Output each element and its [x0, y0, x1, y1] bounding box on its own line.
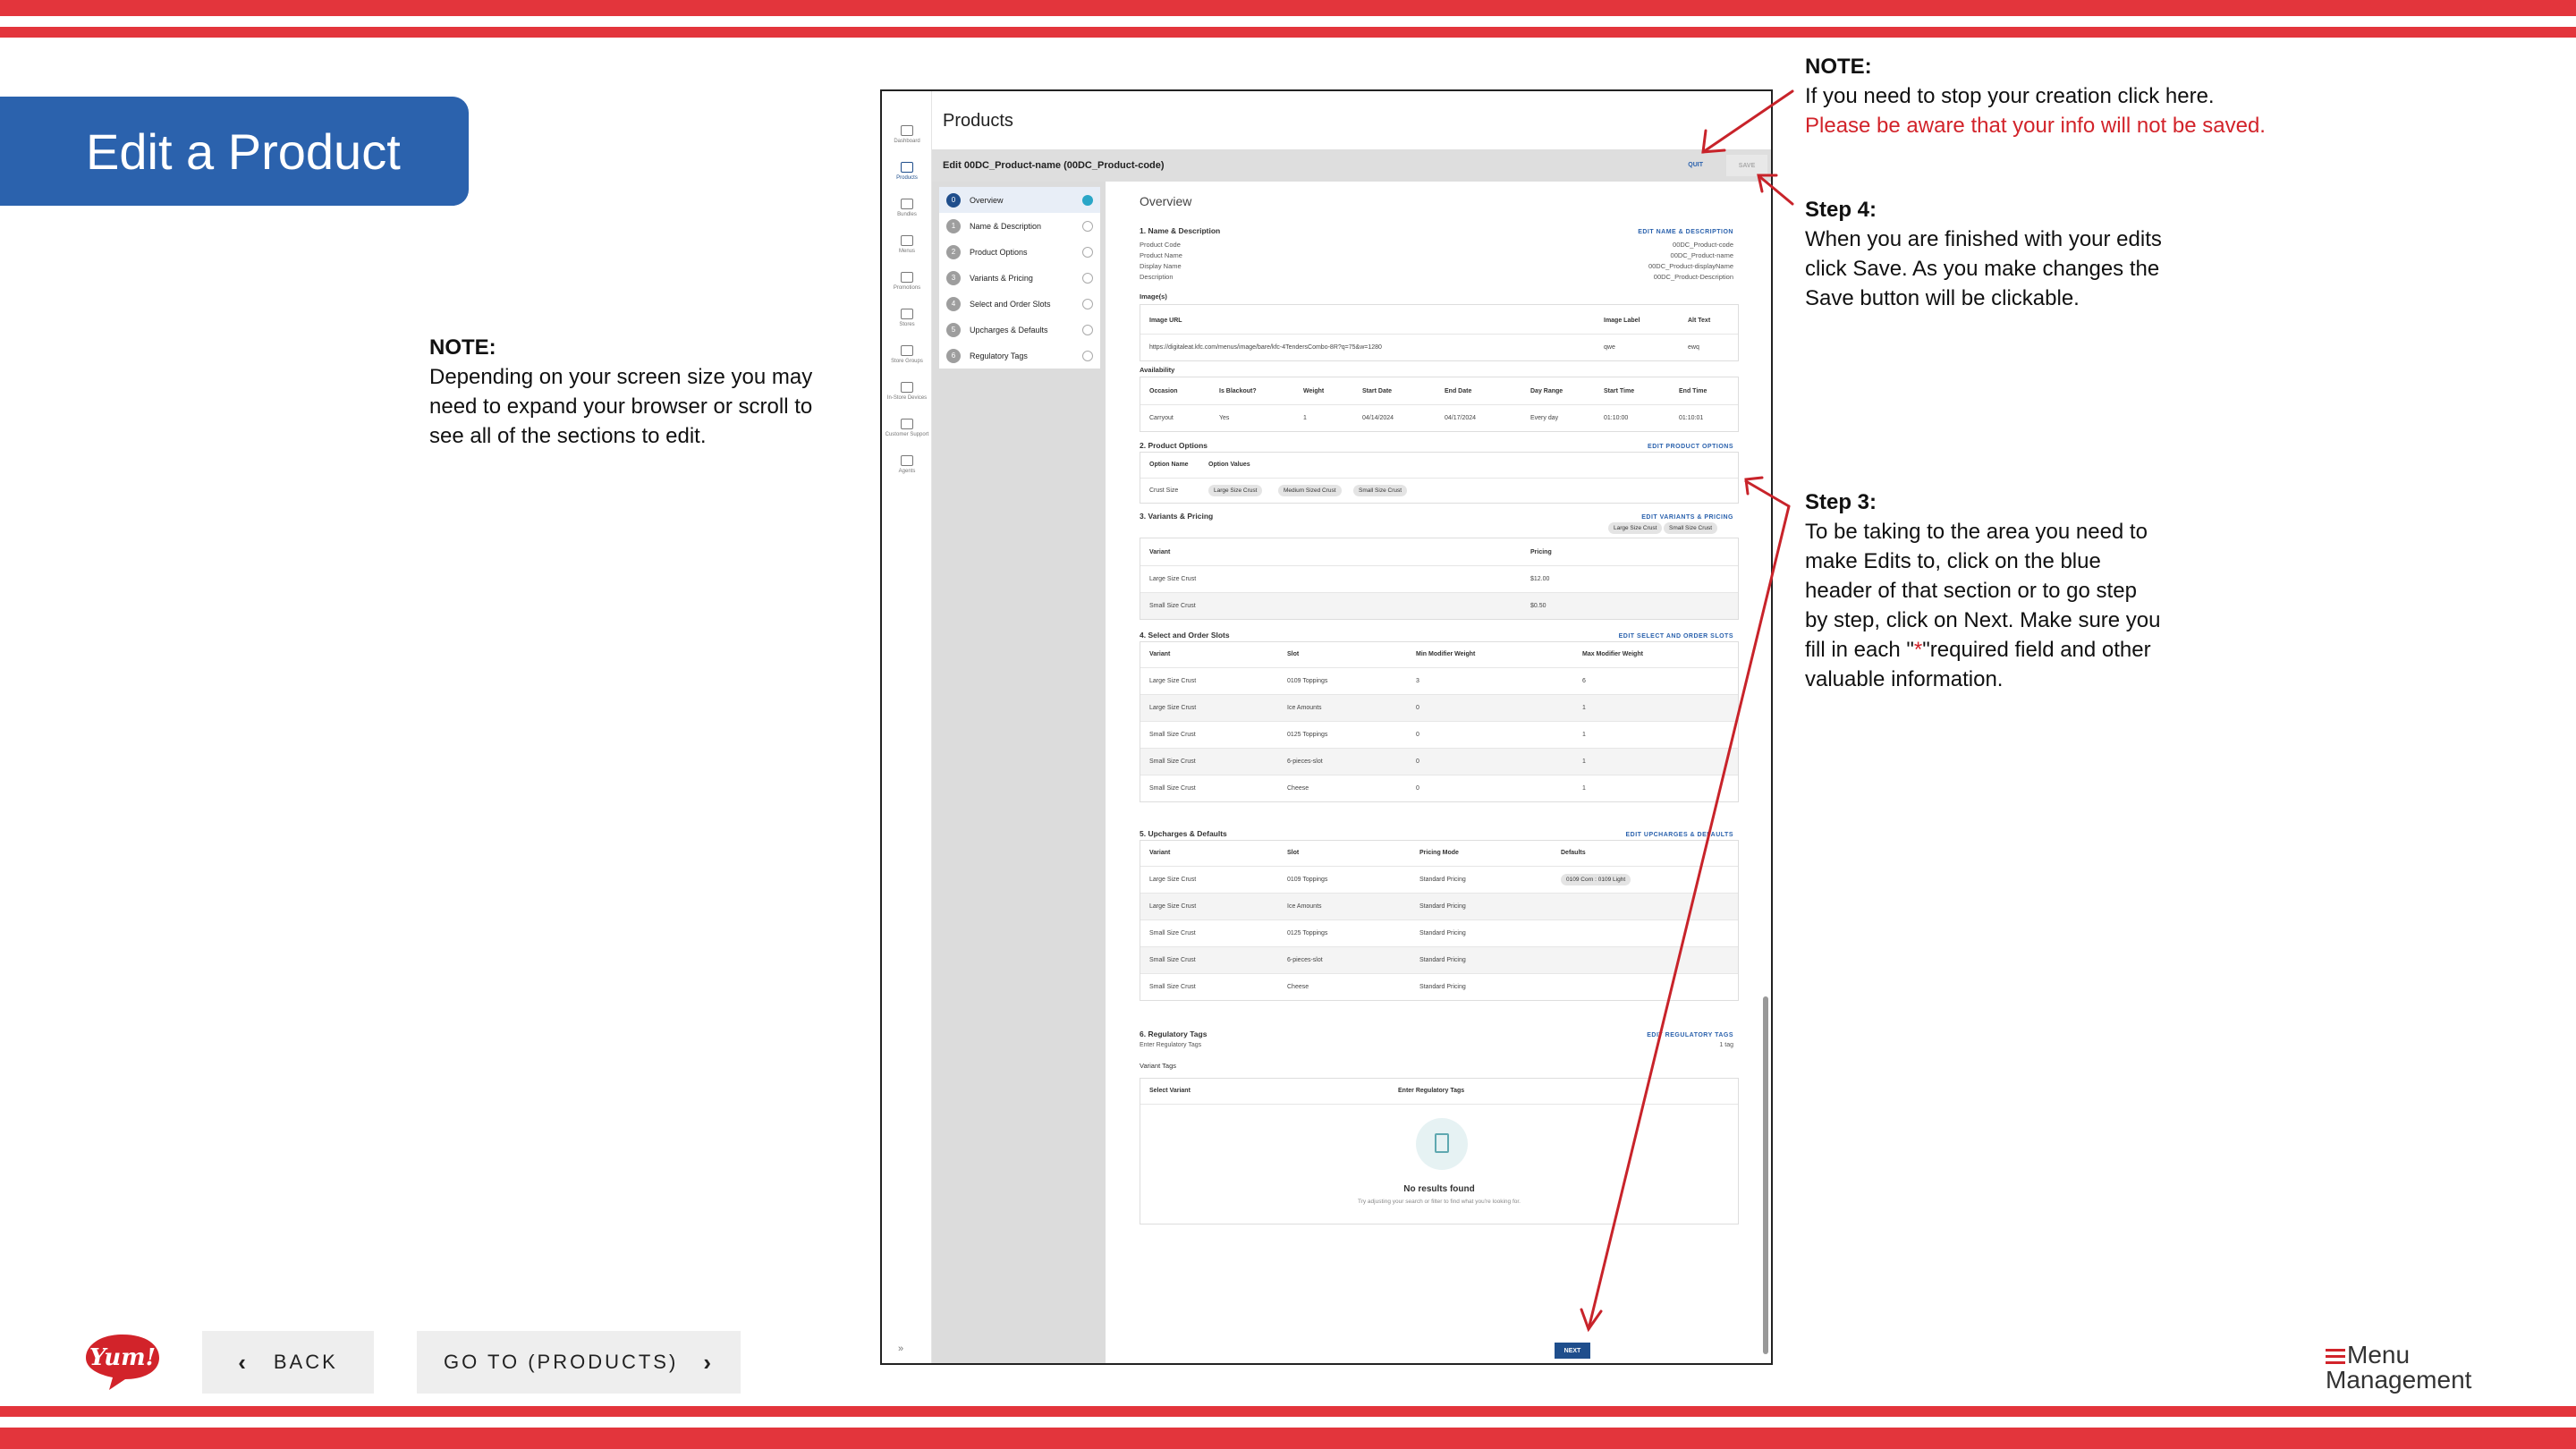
table-cell: 1: [1582, 785, 1586, 792]
table-cell: $0.50: [1530, 603, 1546, 609]
images-header: Image Label: [1604, 318, 1640, 324]
step3-text-b: "required field and other valuable information.: [1805, 638, 2151, 691]
field-value: 00DC_Product-code: [1673, 241, 1733, 249]
table-cell: 1: [1303, 415, 1307, 421]
page-title: Products: [943, 111, 1013, 131]
availability-header: Occasion: [1149, 388, 1178, 394]
edit-header-title: Edit 00DC_Product-name (00DC_Product-code): [943, 160, 1165, 171]
availability-header: Is Blackout?: [1219, 388, 1257, 394]
table-cell: 6: [1582, 678, 1586, 684]
table-cell: https://digitaleat.kfc.com/menus/image/bare/kfc-4TendersCombo-8R?q=75&w=1280: [1149, 344, 1382, 351]
section-upcharges-defaults-title: 5. Upcharges & Defaults: [1140, 829, 1227, 838]
note-top-heading: NOTE:: [1805, 55, 1872, 79]
availability-header: End Time: [1679, 388, 1707, 394]
step-label: Overview: [970, 195, 1004, 205]
upcharges-header: Defaults: [1561, 850, 1586, 856]
section-variants-pricing-title: 3. Variants & Pricing: [1140, 512, 1214, 521]
edit-regulatory-tags-link[interactable]: EDIT REGULATORY TAGS: [1647, 1032, 1733, 1038]
availability-header: Start Time: [1604, 388, 1635, 394]
step-number: 6: [946, 349, 961, 363]
nav-item-label: Store Groups: [891, 359, 923, 364]
option-value-chip: Large Size Crust: [1208, 485, 1262, 496]
yum-logo-text: Yum!: [89, 1344, 157, 1371]
edit-select-order-slots-link[interactable]: EDIT SELECT AND ORDER SLOTS: [1618, 633, 1733, 640]
chevron-left-icon: ‹: [238, 1348, 249, 1376]
images-header: Alt Text: [1688, 318, 1711, 324]
logo-menu-text: Menu: [2347, 1341, 2411, 1368]
variants-header: Variant: [1149, 549, 1171, 555]
table-cell: Yes: [1219, 415, 1230, 421]
table-cell: Small Size Crust: [1149, 957, 1196, 963]
table-cell: 01:10:00: [1604, 415, 1629, 421]
upcharges-header: Slot: [1287, 850, 1300, 856]
slots-header: Variant: [1149, 651, 1171, 657]
edit-upcharges-defaults-link[interactable]: EDIT UPCHARGES & DEFAULTS: [1625, 832, 1733, 838]
field-label: Product Code: [1140, 241, 1181, 249]
table-cell: 0: [1416, 785, 1419, 792]
field-value: 00DC_Product-name: [1670, 251, 1733, 259]
table-cell: Standard Pricing: [1419, 903, 1466, 910]
table-cell: Large Size Crust: [1149, 877, 1197, 883]
chevron-right-icon: ›: [703, 1348, 714, 1376]
note-top-line1: If you need to stop your creation click here.: [1805, 84, 2215, 108]
table-cell: Large Size Crust: [1149, 576, 1197, 582]
table-cell: 0: [1416, 705, 1419, 711]
options-header: Option Name: [1149, 462, 1189, 468]
logo-management-text: Management: [2326, 1366, 2472, 1394]
upcharges-header: Pricing Mode: [1419, 850, 1459, 856]
table-cell: Cheese: [1287, 984, 1309, 990]
default-chip: 0109 Corn : 0109 Light: [1561, 874, 1631, 886]
field-value: 00DC_Product-displayName: [1648, 262, 1733, 270]
enter-regulatory-tags-label: Enter Regulatory Tags: [1140, 1042, 1202, 1048]
overview-title: Overview: [1140, 194, 1192, 208]
edit-variants-pricing-link[interactable]: EDIT VARIANTS & PRICING: [1641, 514, 1733, 521]
step4-heading: Step 4:: [1805, 198, 1877, 222]
table-cell: Large Size Crust: [1149, 903, 1197, 910]
required-star: *: [1913, 638, 1923, 662]
section-product-options-title: 2. Product Options: [1140, 441, 1208, 450]
table-cell: Standard Pricing: [1419, 877, 1466, 883]
step3-text-a: To be taking to the area you need to make Edits to, click on the blue header of that section or to go step by step, click on Next. Make sure you fill in each ": [1805, 520, 2161, 662]
variant-tags-label: Variant Tags: [1140, 1062, 1176, 1070]
variant-chip: Large Size Crust: [1608, 522, 1662, 534]
nav-item-label: In-Store Devices: [886, 395, 928, 401]
availability-label: Availability: [1140, 366, 1175, 374]
table-cell: Small Size Crust: [1149, 732, 1196, 738]
nav-item-label: Products: [896, 175, 918, 181]
nav-item-label: Stores: [899, 322, 915, 327]
step4-text: When you are finished with your edits click Save. As you make changes the Save button will be clickable.: [1805, 227, 2162, 310]
table-cell: 04/17/2024: [1445, 415, 1477, 421]
options-header: Option Values: [1208, 462, 1250, 468]
step-number: 3: [946, 271, 961, 285]
nav-item-label: Customer Support: [885, 432, 929, 437]
step-number: 2: [946, 245, 961, 259]
table-cell: Standard Pricing: [1419, 957, 1466, 963]
arrow-to-section-link: [1746, 481, 1789, 506]
table-cell: 04/14/2024: [1362, 415, 1394, 421]
field-label: Product Name: [1140, 251, 1182, 259]
nav-item-label: Menus: [898, 249, 915, 254]
note-top-warning: Please be aware that your info will not be saved.: [1805, 114, 2266, 138]
table-cell: Every day: [1530, 415, 1559, 421]
note-left-heading: NOTE:: [429, 335, 496, 360]
table-cell: 0125 Toppings: [1287, 930, 1328, 936]
table-cell: ewq: [1688, 344, 1699, 351]
edit-name-description-link[interactable]: EDIT NAME & DESCRIPTION: [1638, 229, 1733, 235]
field-label: Display Name: [1140, 262, 1182, 270]
table-cell: Cheese: [1287, 785, 1309, 792]
slots-header: Max Modifier Weight: [1582, 651, 1643, 657]
table-cell: Small Size Crust: [1149, 603, 1196, 609]
step-number: 4: [946, 297, 961, 311]
step-label: Variants & Pricing: [970, 273, 1033, 283]
step-label: Upcharges & Defaults: [970, 325, 1048, 335]
table-cell: 0109 Toppings: [1287, 678, 1328, 684]
empty-state-subtitle: Try adjusting your search or filter to find what you're looking for.: [1357, 1199, 1521, 1205]
table-cell: 3: [1416, 678, 1419, 684]
table-cell: 0: [1416, 732, 1419, 738]
upcharges-header: Variant: [1149, 850, 1171, 856]
option-value-chip: Small Size Crust: [1353, 485, 1407, 496]
availability-header: Weight: [1303, 388, 1325, 394]
table-cell: Small Size Crust: [1149, 984, 1196, 990]
variant-chip: Small Size Crust: [1664, 522, 1717, 534]
table-cell: qwe: [1604, 344, 1615, 351]
table-cell: 0125 Toppings: [1287, 732, 1328, 738]
step-number: 1: [946, 219, 961, 233]
nav-item-label: Promotions: [893, 285, 921, 291]
step-label: Name & Description: [970, 221, 1042, 231]
step-label: Regulatory Tags: [970, 351, 1028, 360]
step-label: Product Options: [970, 247, 1028, 257]
table-cell: Standard Pricing: [1419, 984, 1466, 990]
table-cell: 6-pieces-slot: [1287, 758, 1323, 765]
tag-count: 1 tag: [1719, 1042, 1733, 1048]
table-cell: Small Size Crust: [1149, 930, 1196, 936]
table-cell: Small Size Crust: [1149, 758, 1196, 765]
table-cell: 0: [1416, 758, 1419, 765]
availability-header: End Date: [1445, 388, 1472, 394]
variants-header: Pricing: [1530, 549, 1552, 555]
slots-header: Slot: [1287, 651, 1300, 657]
step-number: 0: [946, 193, 961, 208]
table-cell: 0109 Toppings: [1287, 877, 1328, 883]
nav-item-label: Agents: [898, 469, 916, 474]
save-button[interactable]: SAVE: [1726, 155, 1767, 176]
back-label: BACK: [273, 1351, 338, 1373]
field-label: Description: [1140, 273, 1174, 281]
option-value-chip: Medium Sized Crust: [1278, 485, 1342, 496]
step-number: 5: [946, 323, 961, 337]
section-select-order-slots-title: 4. Select and Order Slots: [1140, 631, 1230, 640]
go-to-label: GO TO (PRODUCTS): [444, 1351, 679, 1373]
table-cell: 1: [1582, 758, 1586, 765]
table-cell: 1: [1582, 705, 1586, 711]
regulatory-header: Enter Regulatory Tags: [1398, 1088, 1465, 1094]
availability-header: Start Date: [1362, 388, 1393, 394]
table-cell: Standard Pricing: [1419, 930, 1466, 936]
availability-header: Day Range: [1530, 388, 1563, 394]
table-cell: Ice Amounts: [1287, 705, 1322, 711]
table-cell: Carryout: [1149, 415, 1174, 421]
step-label: Select and Order Slots: [970, 299, 1051, 309]
nav-item-label: Dashboard: [894, 139, 920, 144]
expand-nav-icon[interactable]: »: [898, 1343, 904, 1354]
note-left-text: Depending on your screen size you may need to expand your browser or scroll to see all of the sections to edit.: [429, 365, 813, 448]
arrow-to-quit: [1703, 91, 1792, 152]
step3-heading: Step 3:: [1805, 490, 1877, 514]
images-label: Image(s): [1140, 292, 1167, 301]
table-cell: Large Size Crust: [1149, 678, 1197, 684]
section-name-description-title: 1. Name & Description: [1140, 226, 1221, 235]
nav-item-label: Bundles: [897, 212, 917, 217]
option-name: Crust Size: [1149, 487, 1179, 494]
images-header: Image URL: [1149, 318, 1182, 324]
arrow-to-save: [1760, 177, 1792, 204]
arrow-to-next: [1589, 506, 1789, 1329]
table-cell: Ice Amounts: [1287, 903, 1322, 910]
table-cell: 01:10:01: [1679, 415, 1704, 421]
empty-state-title: No results found: [1403, 1184, 1475, 1194]
edit-product-options-link[interactable]: EDIT PRODUCT OPTIONS: [1648, 444, 1733, 450]
quit-button[interactable]: QUIT: [1688, 162, 1703, 168]
table-cell: Small Size Crust: [1149, 785, 1196, 792]
next-button[interactable]: NEXT: [1555, 1343, 1590, 1359]
slots-header: Min Modifier Weight: [1416, 651, 1476, 657]
section-regulatory-tags-title: 6. Regulatory Tags: [1140, 1030, 1208, 1038]
field-value: 00DC_Product-Description: [1653, 273, 1733, 281]
table-cell: 1: [1582, 732, 1586, 738]
table-cell: Large Size Crust: [1149, 705, 1197, 711]
table-cell: 6-pieces-slot: [1287, 957, 1323, 963]
regulatory-header: Select Variant: [1149, 1088, 1191, 1094]
slide-title: Edit a Product: [0, 97, 469, 206]
table-cell: $12.00: [1530, 576, 1550, 582]
